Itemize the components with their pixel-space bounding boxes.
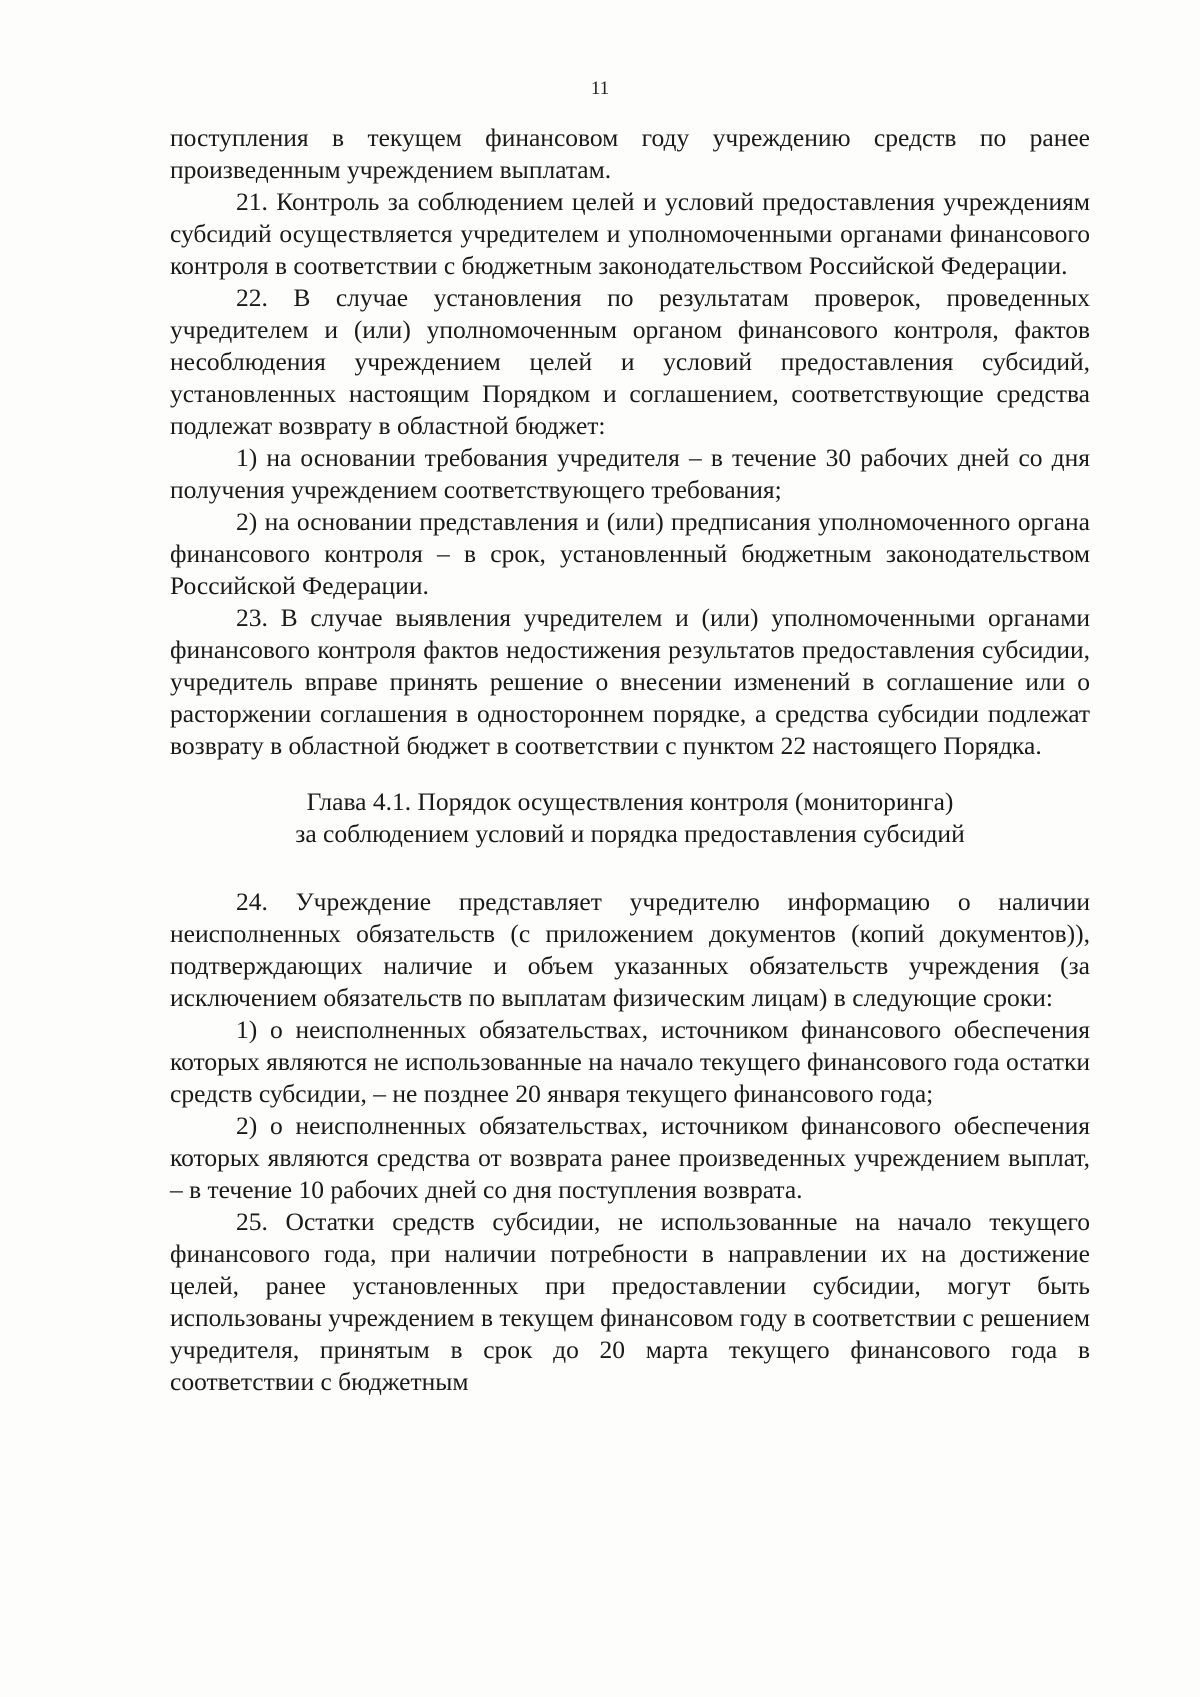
paragraph-22-item-1: 1) на основании требования учредителя – в течение 30 рабочих дней со дня получения учреждением соответствующего требования; [170,443,1090,504]
paragraph-22-item-2: 2) на основании представления и (или) предписания уполномоченного органа финансового контроля – в срок, установленный бюджетным законодательством Российской Федерации. [170,507,1090,600]
paragraph-21: 21. Контроль за соблюдением целей и условий предоставления учреждениям субсидий осуществляется учредителем и уполномоченными органами финансового контроля в соответствии с бюджетным законодательством Российской Федерации. [170,187,1090,280]
paragraph-24-item-2: 2) о неисполненных обязательствах, источником финансового обеспечения которых являются средства от возврата ранее произведенных учреждением выплат, – в течение 10 рабочих дней со дня поступления возврата. [170,1111,1090,1204]
chapter-heading-line-2: за соблюдением условий и порядка предоставления субсидий [295,819,965,848]
paragraph-24-item-1: 1) о неисполненных обязательствах, источником финансового обеспечения которых являются не использованные на начало текущего финансового года остатки средств субсидии, – не позднее 20 января текущего финансового года; [170,1015,1090,1108]
paragraph-23: 23. В случае выявления учредителем и (или) уполномоченными органами финансового контроля фактов недостижения результатов предоставления субсидии, учредитель вправе принять решение о внесении изменений в соглашение или о расторжении соглашения в одностороннем порядке, а средства субсидии подлежат возврату в областной бюджет в соответствии с пунктом 22 настоящего Порядка. [170,603,1090,760]
paragraph-22: 22. В случае установления по результатам проверок, проведенных учредителем и (или) уполномоченным органом финансового контроля, фактов несоблюдения учреждением целей и условий предоставления субсидий, установленных настоящим Порядком и соглашением, соответствующие средства подлежат возврату в областной бюджет: [170,283,1090,440]
paragraph-24: 24. Учреждение представляет учредителю информацию о наличии неисполненных обязательств (с приложением документов (копий документов)), подтверждающих наличие и объем указанных обязательств учреждения (за исключением обязательств по выплатам физическим лицам) в следующие сроки: [170,887,1090,1012]
paragraph-25: 25. Остатки средств субсидии, не использованные на начало текущего финансового года, при наличии потребности в направлении их на достижение целей, ранее установленных при предоставлении субсидии, могут быть использованы учреждением в текущем финансовом году в соответствии с решением учредителя, принятым в срок до 20 марта текущего финансового года в соответствии с бюджетным [170,1207,1090,1396]
chapter-heading-line-1: Глава 4.1. Порядок осуществления контроля (мониторинга) [306,787,954,816]
paragraph-continuation: поступления в текущем финансовом году учреждению средств по ранее произведенным учреждением выплатам. [170,123,1090,184]
page-number: 11 [590,78,610,99]
document-body [170,122,1090,1398]
chapter-heading [170,786,1090,850]
